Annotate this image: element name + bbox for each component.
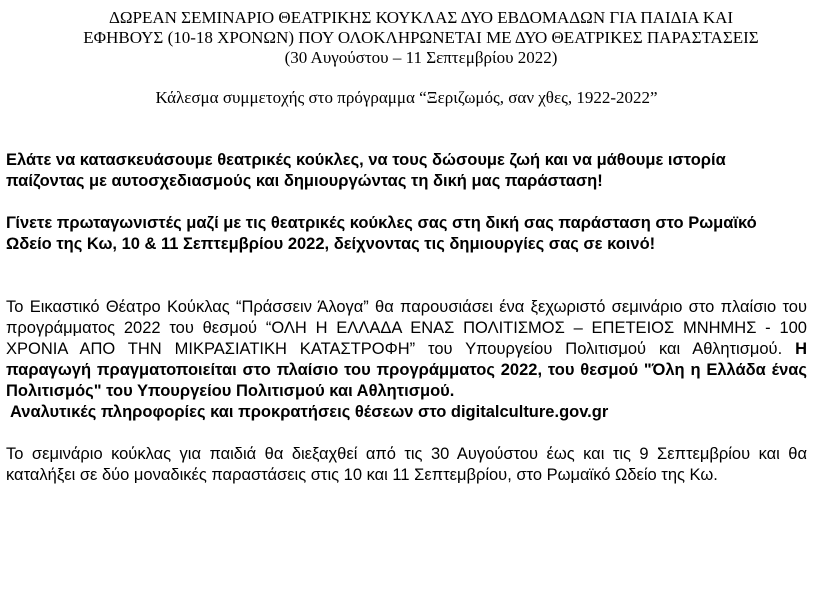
header-dates: (30 Αυγούστου – 11 Σεπτεμβρίου 2022) xyxy=(284,48,558,67)
header-title-line-1: ΔΩΡΕΑΝ ΣΕΜΙΝΑΡΙΟ ΘΕΑΤΡΙΚΗΣ ΚΟΥΚΛΑΣ ΔΥΟ ΕΒΔΟΜΑΔΩΝ ΓΙΑ ΠΑΙΔΙΑ ΚΑΙ xyxy=(108,8,734,27)
program-description-text: Το Εικαστικό Θέατρο Κούκλας “Πράσσειν Άλογα” θα παρουσιάσει ένα ξεχωριστό σεμινάριο στο πλαίσιο του προγράμματος 2022 του θεσμού “ΟΛΗ Η ΕΛΛΑΔΑ ΕΝΑΣ ΠΟΛΙΤΙΣΜΟΣ – ΕΠΕΤΕΙΟΣ ΜΝΗΜΗΣ - 100 ΧΡΟΝΙΑ ΑΠΟ ΤΗΝ ΜΙΚΡΑΣΙΑΤΙΚΗ ΚΑΤΑΣΤΡΟΦΗ” του Υπουργείου Πολιτισμού και Αθλητισμού. xyxy=(6,298,807,358)
paragraph-become-protagonists: Γίνετε πρωταγωνιστές μαζί με τις θεατρικές κούκλες σας στη δική σας παράσταση στο Ρωμαϊκό Ωδείο της Κω, 10 & 11 Σεπτεμβρίου 2022, δείχνοντας τις δημιουργίες σας σε κοινό! xyxy=(6,214,757,253)
program-production-note: Η παραγωγή πραγματοποιείται στο πλαίσιο του προγράμματος 2022, του θεσμού "Όλη η Ελλάδα ένας Πολιτισμός" του Υπουργείου Πολιτισμού και Αθλητισμού. xyxy=(6,340,807,400)
invitation-line: Κάλεσμα συμμετοχής στο πρόγραμμα “Ξεριζωμός, σαν χθες, 1922-2022” xyxy=(155,88,658,107)
document-header xyxy=(36,8,806,68)
paragraph-program-description xyxy=(6,297,807,402)
header-title-line-2: ΕΦΗΒΟΥΣ (10-18 ΧΡΟΝΩΝ) ΠΟΥ ΟΛΟΚΛΗΡΩΝΕΤΑΙ ΜΕ ΔΥΟ ΘΕΑΤΡΙΚΕΣ ΠΑΡΑΣΤΑΣΕΙΣ xyxy=(83,28,759,47)
paragraph-seminar-dates: Το σεμινάριο κούκλας για παιδιά θα διεξαχθεί από τις 30 Αυγούστου έως και τις 9 Σεπτεμβρίου και θα καταλήξει σε δύο μοναδικές παραστάσεις στις 10 και 11 Σεπτεμβρίου, στο Ρωμαϊκό Ωδείο της Κω. xyxy=(6,445,807,484)
info-reservations-line: Αναλυτικές πληροφορίες και προκρατήσεις θέσεων στο digitalculture.gov.gr xyxy=(6,403,609,421)
paragraph-make-puppets: Ελάτε να κατασκευάσουμε θεατρικές κούκλες, να τους δώσουμε ζωή και να μάθουμε ιστορία παίζοντας με αυτοσχεδιασμούς και δημιουργώντας τη δική μας παράσταση! xyxy=(6,151,726,190)
